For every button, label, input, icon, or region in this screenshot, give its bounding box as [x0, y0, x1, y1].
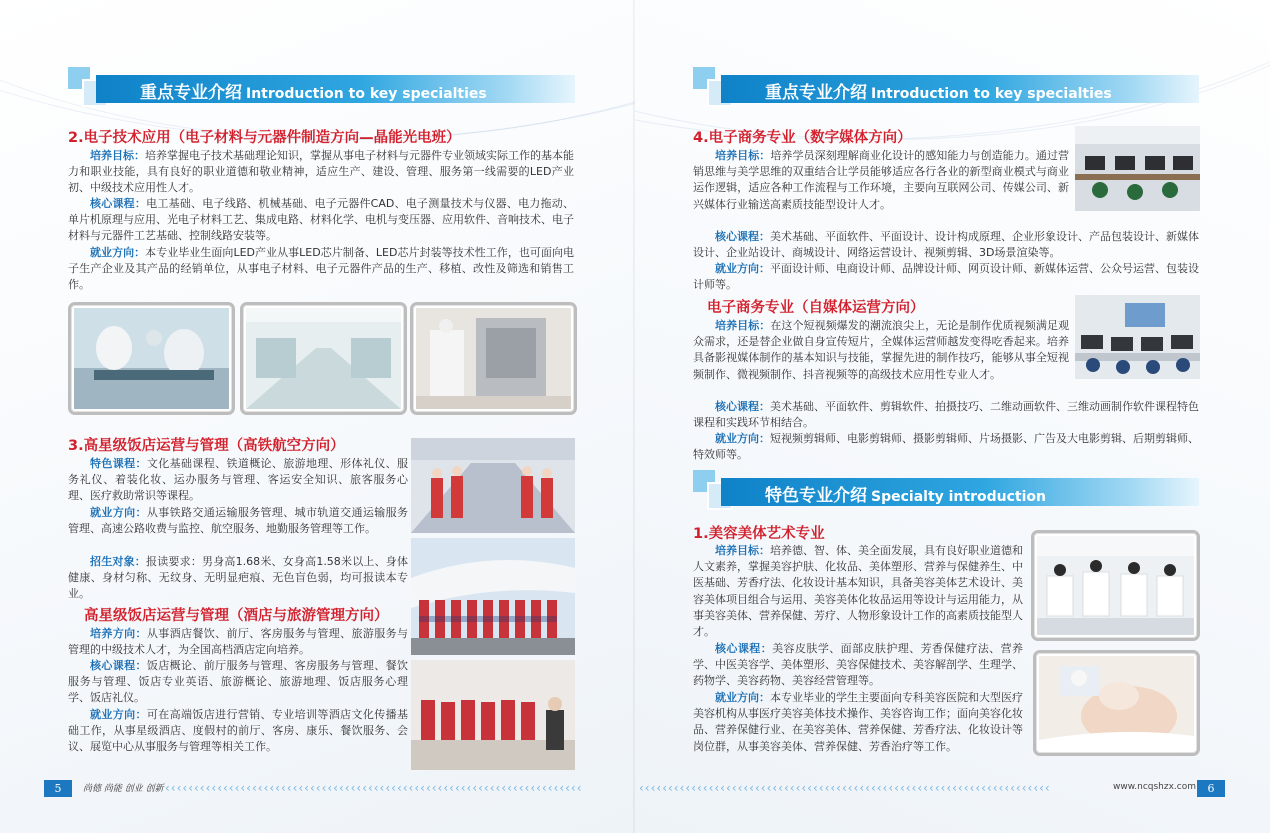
section-title: 1.美容美体艺术专业 [693, 526, 825, 542]
paragraph: 就业方向：短视频剪辑师、电影剪辑师、摄影剪辑师、片场摄影、广告及大电影剪辑、后期剪辑师、特效师等。 [693, 432, 1199, 462]
paragraph: 就业方向：从事铁路交通运输服务管理、城市轨道交通运输服务管理、高速公路收费与监控、航空服务、地勤服务管理等工作。 [68, 506, 409, 536]
page-number: 5 [44, 780, 72, 797]
section-title: 3.高星级饭店运营与管理（高铁航空方向） [68, 438, 345, 454]
section-title: 4.电子商务专业（数字媒体方向） [693, 130, 912, 146]
paragraph: 就业方向：本专业毕业生面向LED产业从事LED芯片制备、LED芯片封装等技术性工作，也可面向电子生产企业及其产品的经销单位，从事电子材料、电子元器件产品的生产、移植、改性及筛选和销售工作。 [68, 246, 574, 292]
section-header-left: 重点专业介绍 Introduction to key specialties [68, 75, 575, 103]
paragraph: 培养目标：培养掌握电子技术基础理论知识，掌握从事电子材料与元器件专业领域实际工作的基本能力和职业技能，具有良好的职业道德和敬业精神，适应生产、建设、管理、服务第一线需要的LED产业初、中级技术应用性人才。 [68, 149, 574, 195]
photo-production-line [240, 302, 407, 415]
photo-media-lab [1075, 295, 1200, 379]
paragraph: 就业方向：本专业毕业的学生主要面向专科美容医院和大型医疗美容机构从事医疗美容美体技术操作、美容咨询工作；面向美容化妆品、营养保健行业、在美容美体、营养保健、芳香疗法、化妆设计等岗位群，从事美容美体、营养保健、芳香治疗等工作。 [693, 691, 1023, 753]
section-header-right: 重点专业介绍 Introduction to key specialties [693, 75, 1199, 103]
paragraph: 核心课程：美术基础、平面软件、平面设计、设计构成原理、企业形象设计、产品包装设计、新媒体设计、企业站设计、商城设计、网络运营设计、视频剪辑、3D场景渲染等。 [693, 230, 1199, 260]
paragraph: 就业方向：平面设计师、电商设计师、品牌设计师、网页设计师、新媒体运营、公众号运营、包装设计师等。 [693, 262, 1199, 292]
paragraph: 核心课程：美容皮肤学、面部皮肤护理、芳香保健疗法、营养学、中医美容学、美体塑形、美容保健技术、美容解剖学、生理学、药物学、美容药物、美容经营管理等。 [693, 642, 1024, 688]
paragraph: 就业方向：可在高端饭店进行营销、专业培训等酒店文化传播基础工作，从事星级酒店、度假村的前厅、客房、康乐、餐饮服务、会议、展览中心从事服务与管理等相关工作。 [68, 708, 409, 754]
page-number: 6 [1197, 780, 1225, 797]
right-page [635, 0, 1270, 833]
paragraph: 培养方向：从事酒店餐饮、前厅、客房服务与管理、旅游服务与管理的中级技术人才，为全国高档酒店定向培养。 [68, 627, 409, 657]
photo-computer-lab [1075, 126, 1200, 211]
photo-airline-crew [411, 538, 575, 655]
paragraph: 核心课程：美术基础、平面软件、剪辑软件、拍摄技巧、二维动画软件、三维动画制作软件课程特色课程和实践环节相结合。 [693, 400, 1199, 430]
background-wave [0, 0, 635, 140]
photo-facial-treatment [1033, 650, 1200, 756]
paragraph: 特色课程：文化基础课程、铁道概论、旅游地理、形体礼仪、服务礼仪、着装化妆、运办服务与管理、客运安全知识、旅客服务心理、医疗救助常识等课程。 [68, 457, 409, 503]
paragraph: 核心课程：电工基础、电子线路、机械基础、电子元器件CAD、电子测量技术与仪器、电力拖动、单片机原理与应用、光电子材料工艺、集成电路、材料化学、电机与变压器、应用软件、音响技术、电子材料与元器件工艺基础、控制线路安装等。 [68, 197, 574, 243]
chevron-decoration: ‹‹‹‹‹‹‹‹‹‹‹‹‹‹‹‹‹‹‹‹‹‹‹‹‹‹‹‹‹‹‹‹‹‹‹‹‹‹‹‹‹‹‹‹‹‹‹‹‹‹‹‹‹‹‹‹‹‹‹‹‹‹‹‹‹‹‹‹‹‹‹ [639, 781, 1051, 795]
section-title: 高星级饭店运营与管理（酒店与旅游管理方向） [84, 608, 389, 624]
school-slogan: 尚德 尚能 创业 创新 [83, 784, 164, 794]
photo-etiquette-class [411, 660, 575, 770]
photo-train-attendants [411, 438, 575, 533]
paragraph: 培养目标：培养德、智、体、美全面发展，具有良好职业道德和人文素养，掌握美容护肤、化妆品、美体塑形、营养与保健养生、中医基础、芳香疗法、化妆设计基本知识，具备美容美体艺术设计、美容美体项目组合与运用、美容美体化妆品运用等设计与运用能力，从事美容美体、营养保健、芳疗、人物形象设计工作的高素质技能型人才。 [693, 544, 1023, 639]
photo-beauty-class [1031, 530, 1200, 641]
paragraph: 招生对象：报读要求：男身高1.68米、女身高1.58米以上、身体健康、身材匀称、无纹身、无明显疤痕、无色盲色弱，均可报读本专业。 [68, 555, 409, 601]
website-url[interactable]: www.ncqshzx.com [1113, 782, 1197, 792]
section-title: 电子商务专业（自媒体运营方向） [707, 300, 925, 316]
section-header-special: 特色专业介绍 Specialty introduction [693, 478, 1199, 506]
section-title: 2.电子技术应用（电子材料与元器件制造方向—晶能光电班） [68, 130, 461, 146]
photo-cleanroom-workers [68, 302, 235, 415]
photo-equipment [410, 302, 577, 415]
paragraph: 培养目标：在这个短视频爆发的潮流浪尖上，无论是制作优质视频满足观众需求，还是替企业做自身宣传短片，全媒体运营师越发变得吃香起来。培养具备影视媒体制作的基本知识与技能，掌握先进的制作技巧，能够从事全短视频制作、微视频制作、抖音视频等的高级技术应用性专业人才。 [693, 319, 1070, 381]
chevron-decoration: ‹‹‹‹‹‹‹‹‹‹‹‹‹‹‹‹‹‹‹‹‹‹‹‹‹‹‹‹‹‹‹‹‹‹‹‹‹‹‹‹‹‹‹‹‹‹‹‹‹‹‹‹‹‹‹‹‹‹‹‹‹‹‹‹‹‹‹‹‹‹‹‹ [165, 781, 583, 795]
paragraph: 核心课程：饭店概论、前厅服务与管理、客房服务与管理、餐饮服务与管理、饭店专业英语、旅游概论、旅游地理、饭店服务心理学、饭店礼仪。 [68, 659, 409, 705]
paragraph: 培养目标：培养学员深刻理解商业化设计的感知能力与创造能力。通过营销思维与美学思维的双重结合让学员能够适应各行各业的新型商业模式与商业运作逻辑，适应各种工作流程与工作环境，主要向互联网公司、传媒公司、新兴媒体行业输送高素质技能型设计人才。 [693, 149, 1070, 211]
background-wave [635, 0, 1270, 140]
